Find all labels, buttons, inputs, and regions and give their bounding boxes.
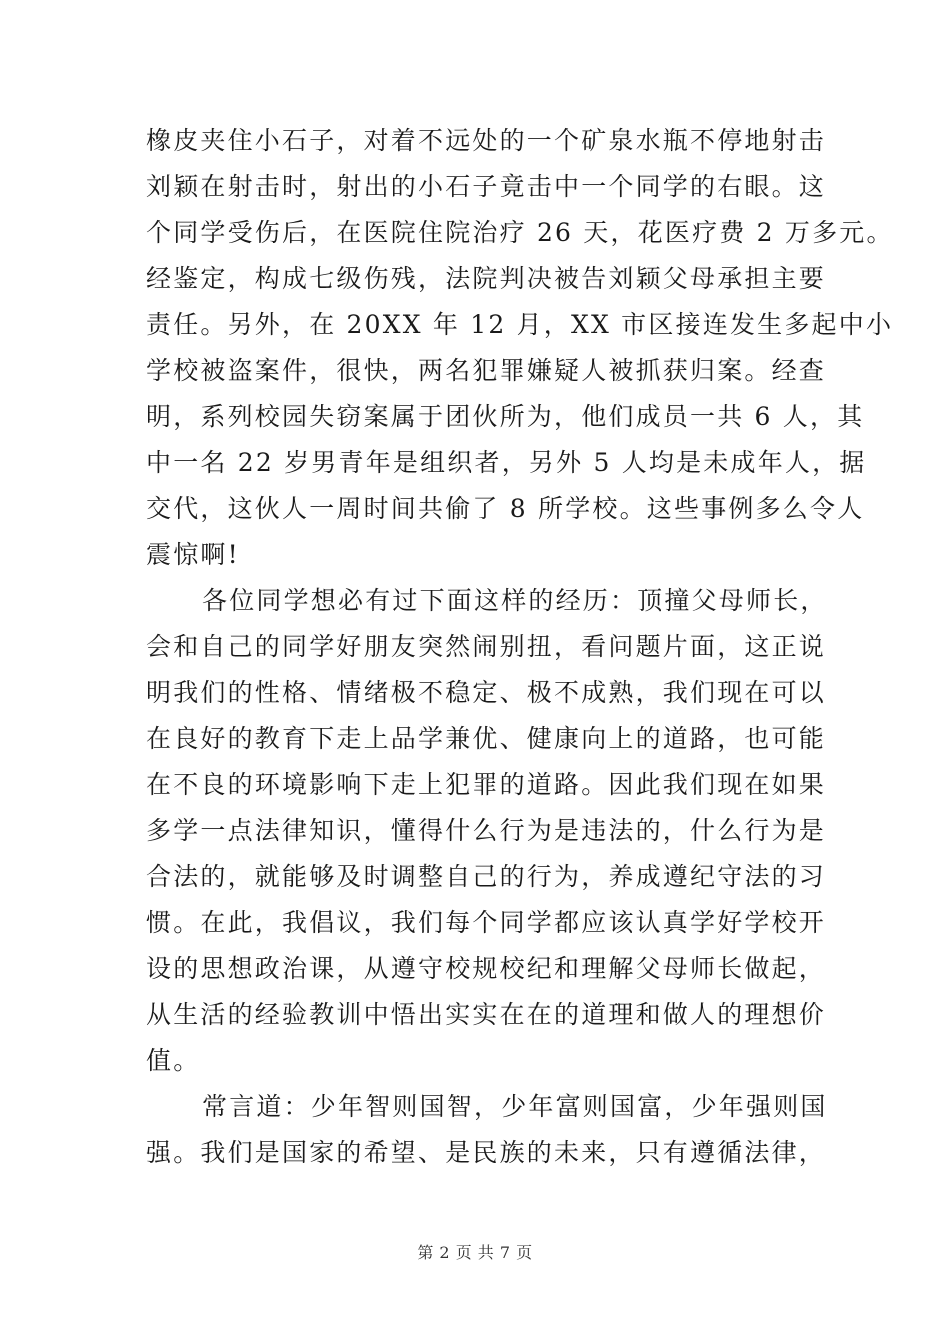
text-line: 从生活的经验教训中悟出实实在在的道理和做人的理想价 [146,1000,827,1029]
text-line: 刘颖在射击时，射出的小石子竟击中一个同学的右眼。这 [146,172,827,201]
text-line: 橡皮夹住小石子，对着不远处的一个矿泉水瓶不停地射击 [146,126,827,155]
text-line: 会和自己的同学好朋友突然闹别扭，看问题片面，这正说 [146,632,827,661]
text-line: 学校被盗案件，很快，两名犯罪嫌疑人被抓获归案。经查 [146,356,827,385]
text-line: 合法的，就能够及时调整自己的行为，养成遵纪守法的习 [146,862,827,891]
text-line: 经鉴定，构成七级伤残，法院判决被告刘颖父母承担主要 [146,264,827,293]
page-number-footer: 第 2 页 共 7 页 [417,1243,533,1262]
text-line: 强。我们是国家的希望、是民族的未来，只有遵循法律， [146,1138,827,1167]
text-line: 惯。在此，我倡议，我们每个同学都应该认真学好学校开 [146,908,827,937]
text-line: 交代，这伙人一周时间共偷了 8 所学校。这些事例多么令人 [146,494,865,523]
text-line: 值。 [146,1046,201,1075]
text-line: 常言道：少年智则国智，少年富则国富，少年强则国 [202,1092,828,1121]
text-line: 责任。另外，在 20XX 年 12 月，XX 市区接连发生多起中小 [146,310,894,339]
text-line: 震惊啊! [146,540,240,569]
text-line: 在良好的教育下走上品学兼优、健康向上的道路，也可能 [146,724,827,753]
document-body [146,118,894,1176]
text-line: 个同学受伤后，在医院住院治疗 26 天，花医疗费 2 万多元。 [146,218,894,247]
text-line: 中一名 22 岁男青年是组织者，另外 5 人均是未成年人，据 [146,448,867,477]
text-line: 设的思想政治课，从遵守校规校纪和理解父母师长做起， [146,954,827,983]
text-line: 各位同学想必有过下面这样的经历：顶撞父母师长， [202,586,828,615]
text-line: 多学一点法律知识，懂得什么行为是违法的，什么行为是 [146,816,827,845]
text-line: 在不良的环境影响下走上犯罪的道路。因此我们现在如果 [146,770,827,799]
text-line: 明，系列校园失窃案属于团伙所为，他们成员一共 6 人，其 [146,402,865,431]
text-line: 明我们的性格、情绪极不稳定、极不成熟，我们现在可以 [146,678,827,707]
